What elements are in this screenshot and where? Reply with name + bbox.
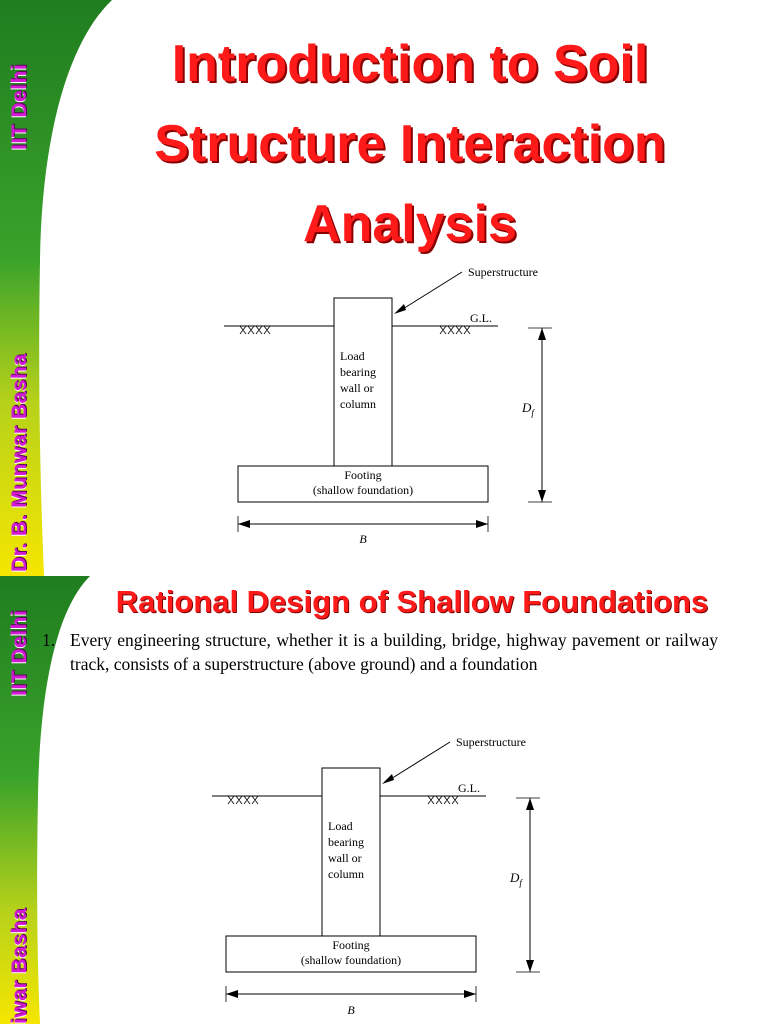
foundation-diagram bbox=[206, 730, 546, 1022]
list-item-number: 1. bbox=[42, 630, 56, 650]
title-line-2: Structure Interaction bbox=[154, 115, 666, 173]
title-line-1: Introduction to Soil bbox=[171, 35, 649, 93]
slide-2-title: Rational Design of Shallow Foundations bbox=[115, 584, 709, 619]
footing-line-2: (shallow foundation) bbox=[300, 953, 402, 967]
label-gl: G.L. bbox=[470, 311, 492, 325]
depth-label: $D_f$ bbox=[510, 870, 522, 888]
wall-line-1: Load bbox=[328, 819, 353, 833]
width-label: B bbox=[347, 1003, 355, 1017]
depth-label: $D_f$ bbox=[522, 400, 534, 418]
width-label: B bbox=[359, 532, 367, 546]
footing-line-2: (shallow foundation) bbox=[312, 483, 414, 497]
label-superstructure: Superstructure bbox=[456, 735, 526, 749]
slide-title bbox=[80, 24, 740, 264]
footing-line-1: Footing bbox=[344, 468, 382, 482]
label-gl: G.L. bbox=[458, 781, 480, 795]
label-superstructure: Superstructure bbox=[468, 265, 538, 279]
side-label-bottom: Dr. B. Munwar Basha bbox=[8, 353, 31, 572]
footing-line-1: Footing bbox=[332, 938, 370, 952]
slide-2 bbox=[0, 576, 768, 1024]
list-item-text: Every engineering structure, whether it is a building, bridge, highway pavement or railway track, consists of a superstructure (above ground) and a foundation bbox=[70, 630, 718, 674]
wall-line-2: bearing bbox=[340, 365, 376, 379]
wall-line-4: column bbox=[328, 867, 364, 881]
side-label-bottom: iwar Basha bbox=[8, 908, 31, 1024]
title-line-3: Analysis bbox=[303, 195, 517, 253]
side-label-top: IIT Delhi bbox=[8, 63, 31, 150]
wall-line-2: bearing bbox=[328, 835, 364, 849]
wall-line-3: wall or bbox=[340, 381, 374, 395]
wall-line-3: wall or bbox=[328, 851, 362, 865]
wall-line-1: Load bbox=[340, 349, 365, 363]
foundation-diagram bbox=[218, 262, 558, 552]
list-item bbox=[42, 628, 718, 676]
wall-line-4: column bbox=[340, 397, 376, 411]
side-label-top: IIT Delhi bbox=[8, 609, 31, 696]
